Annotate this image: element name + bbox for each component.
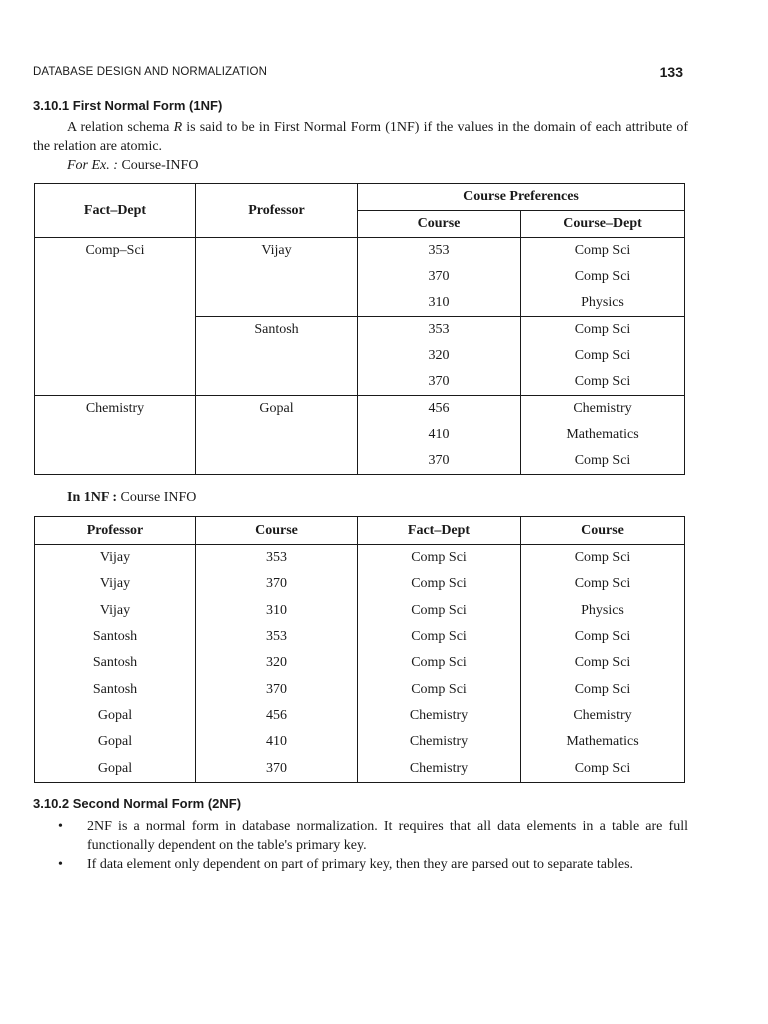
intro-paragraph	[33, 118, 688, 156]
fact-dept-cell: Comp–Sci	[35, 238, 196, 396]
course-cell: 320	[196, 650, 358, 676]
table-row	[35, 650, 685, 676]
course-cell: 456	[196, 703, 358, 729]
header-course-preferences: Course Preferences	[358, 184, 685, 211]
course-dept-cell: Comp Sci	[521, 676, 685, 702]
course-cell: 410	[358, 422, 521, 448]
example-line	[67, 156, 198, 175]
running-head: DATABASE DESIGN AND NORMALIZATION	[33, 66, 267, 78]
course-dept-cell: Mathematics	[521, 422, 685, 448]
fact-dept-cell: Comp Sci	[358, 676, 521, 702]
course-dept-cell: Comp Sci	[521, 238, 685, 265]
fact-dept-cell: Comp Sci	[358, 598, 521, 624]
fact-dept-cell: Chemistry	[358, 755, 521, 782]
course-dept-cell: Comp Sci	[521, 264, 685, 290]
professor-cell: Gopal	[97, 760, 133, 776]
course-cell: 370	[196, 571, 358, 597]
table-row	[35, 545, 685, 572]
course-cell: 370	[196, 755, 358, 782]
fact-dept-cell: Comp Sci	[358, 545, 521, 572]
course-cell: 353	[358, 238, 521, 265]
intro-text-2: is said to be in First Normal Form (1NF) if the values in the domain of each attribute of the relation are atomic.	[33, 120, 689, 154]
bullet-icon: •	[58, 819, 63, 834]
course-cell: 370	[358, 448, 521, 475]
header-fact-dept: Fact–Dept	[358, 517, 521, 545]
professor-cell: Santosh	[196, 317, 358, 396]
course-cell: 370	[358, 264, 521, 290]
professor-cell: Santosh	[92, 629, 138, 645]
course-dept-cell: Chemistry	[521, 396, 685, 423]
in-1nf-value: Course INFO	[117, 490, 197, 505]
course-dept-cell: Physics	[521, 290, 685, 317]
professor-cell: Vijay	[196, 238, 358, 317]
professor-cell: Santosh	[92, 681, 138, 697]
header-course: Course	[358, 211, 521, 238]
fact-dept-cell: Comp Sci	[358, 650, 521, 676]
list-item	[52, 855, 688, 874]
course-dept-cell: Chemistry	[521, 703, 685, 729]
header-professor: Professor	[196, 184, 358, 238]
course-cell: 320	[358, 343, 521, 369]
intro-text-1: A relation schema	[67, 120, 174, 135]
course-dept-cell: Comp Sci	[521, 624, 685, 650]
course-cell: 410	[196, 729, 358, 755]
course-cell: 353	[358, 317, 521, 344]
2nf-bullet-list	[52, 817, 688, 874]
course-dept-cell: Comp Sci	[521, 755, 685, 782]
table-row	[35, 598, 685, 624]
professor-cell: Gopal	[97, 734, 133, 750]
course-info-table	[34, 183, 685, 475]
table-row	[35, 238, 685, 265]
fact-dept-cell: Chemistry	[358, 703, 521, 729]
list-item	[52, 817, 688, 855]
table-row	[35, 571, 685, 597]
bullet-text: 2NF is a normal form in database normalization. It requires that all data elements in a table are full functionally dependent on the table's primary key.	[87, 819, 688, 853]
course-cell: 353	[196, 545, 358, 572]
section-heading-1nf: 3.10.1 First Normal Form (1NF)	[33, 98, 223, 113]
fact-dept-cell: Chemistry	[85, 401, 145, 416]
in-1nf-caption	[67, 488, 196, 507]
course-dept-cell: Physics	[521, 598, 685, 624]
header-fact-dept: Fact–Dept	[35, 184, 196, 238]
professor-cell: Santosh	[92, 655, 138, 671]
professor-cell: Vijay	[99, 550, 131, 566]
header-course-dept: Course	[521, 517, 685, 545]
course-dept-cell: Comp Sci	[521, 317, 685, 344]
table-row	[35, 676, 685, 702]
course-cell: 353	[196, 624, 358, 650]
professor-cell: Gopal	[97, 707, 133, 723]
header-course: Course	[196, 517, 358, 545]
header-course-dept: Course–Dept	[521, 211, 685, 238]
course-dept-cell: Comp Sci	[521, 448, 685, 475]
table-row	[35, 624, 685, 650]
course-cell: 456	[358, 396, 521, 423]
course-dept-cell: Comp Sci	[521, 343, 685, 369]
fact-dept-cell: Comp Sci	[358, 571, 521, 597]
bullet-text: If data element only dependent on part of primary key, then they are parsed out to separate tables.	[87, 857, 634, 872]
example-label: For Ex. :	[67, 158, 118, 173]
table-row	[35, 755, 685, 782]
course-cell: 370	[358, 369, 521, 396]
course-dept-cell: Mathematics	[521, 729, 685, 755]
professor-cell: Gopal	[196, 396, 358, 475]
course-dept-cell: Comp Sci	[521, 571, 685, 597]
example-value: Course-INFO	[117, 158, 199, 173]
fact-dept-cell: Comp Sci	[358, 624, 521, 650]
section-heading-2nf: 3.10.2 Second Normal Form (2NF)	[33, 796, 242, 811]
intro-variable: R	[173, 120, 183, 135]
professor-cell: Vijay	[99, 602, 131, 618]
professor-cell: Vijay	[99, 576, 131, 592]
course-info-1nf-table	[34, 516, 685, 783]
table-header-row	[35, 517, 685, 545]
course-cell: 310	[196, 598, 358, 624]
course-cell: 370	[196, 676, 358, 702]
course-dept-cell: Comp Sci	[521, 369, 685, 396]
header-professor: Professor	[35, 517, 196, 545]
course-cell: 310	[358, 290, 521, 317]
page-number: 133	[659, 64, 683, 80]
table-row	[35, 396, 685, 423]
course-dept-cell: Comp Sci	[521, 650, 685, 676]
table-row	[35, 703, 685, 729]
table-row	[35, 729, 685, 755]
bullet-icon: •	[58, 857, 63, 872]
fact-dept-cell: Chemistry	[358, 729, 521, 755]
course-dept-cell: Comp Sci	[521, 545, 685, 572]
in-1nf-label: In 1NF :	[67, 490, 118, 505]
